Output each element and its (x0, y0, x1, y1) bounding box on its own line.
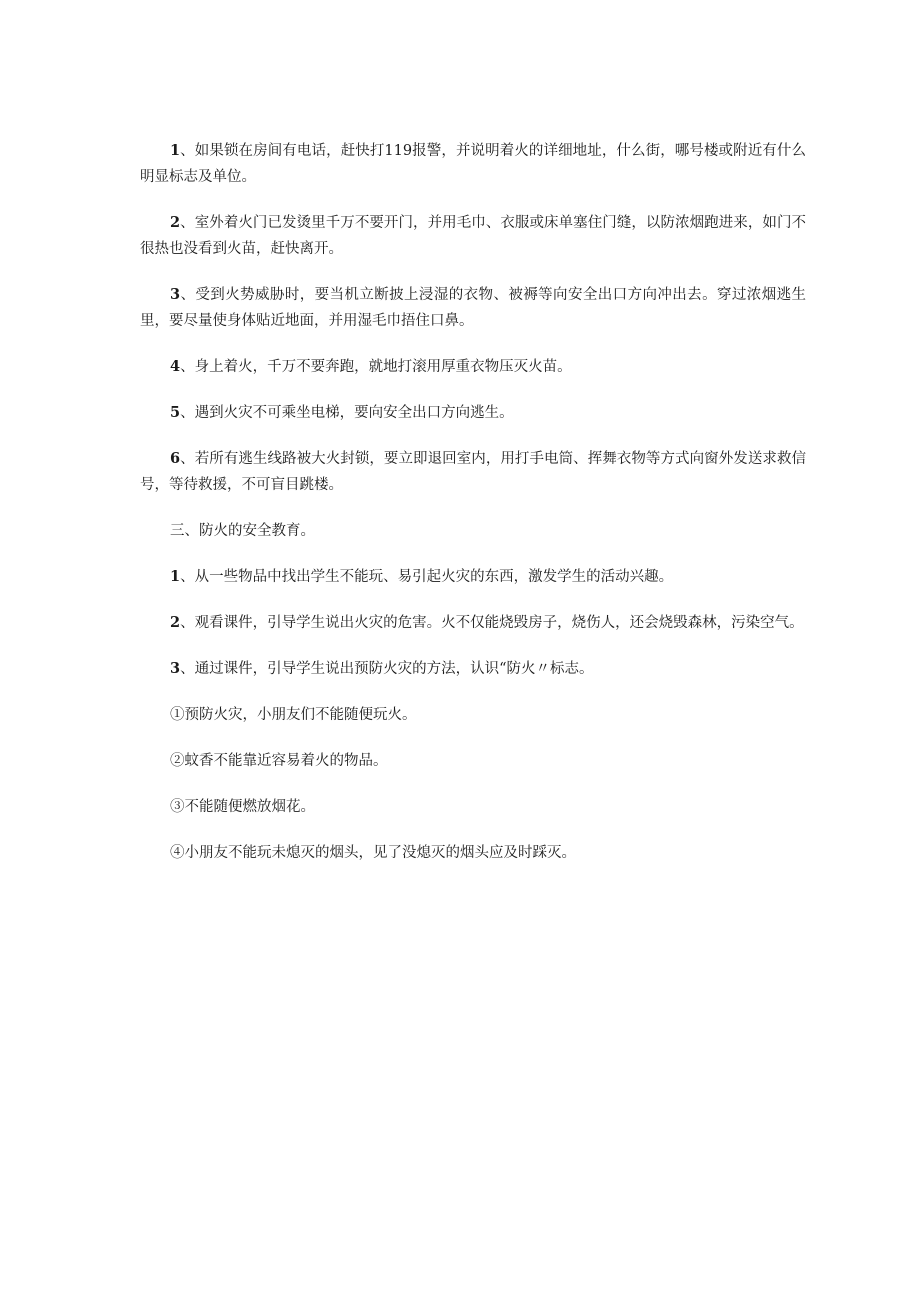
circled-list-item: ②蚊香不能靠近容易着火的物品。 (170, 753, 388, 769)
item-number: 5 (170, 404, 181, 421)
item-text: 、通过课件，引导学生说出预防火灾的方法，认识“防火〃标志。 (180, 661, 594, 677)
list-item (140, 354, 806, 380)
item-text: 、若所有逃生线路被大火封锁，要立即退回室内，用打手电筒、挥舞衣物等方式向窗外发送求救信号，等待救援，不可盲目跳楼。 (140, 451, 806, 493)
circled-list-item: ③不能随便燃放烟花。 (170, 799, 315, 815)
list-item (140, 400, 806, 426)
item-number: 3 (170, 660, 181, 677)
item-text: 、观看课件，引导学生说出火灾的危害。火不仅能烧毁房子，烧伤人，还会烧毁森林，污染空气。 (180, 615, 804, 631)
item-number: 4 (170, 358, 181, 375)
list-item (140, 564, 806, 590)
item-number: 6 (170, 450, 181, 467)
item-number: 2 (170, 214, 181, 231)
list-item (140, 210, 806, 262)
item-text: 、如果锁在房间有电话，赶快打119报警，并说明着火的详细地址，什么街，哪号楼或附近有什么明显标志及单位。 (140, 143, 806, 185)
item-text: 、身上着火，千万不要奔跑，就地打滚用厚重衣物压灭火苗。 (180, 359, 572, 375)
document-body (140, 138, 806, 886)
list-item (140, 656, 806, 682)
item-number: 1 (170, 142, 181, 159)
list-item (140, 138, 806, 190)
item-text: 、受到火势威胁时，要当机立断披上浸湿的衣物、被褥等向安全出口方向冲出去。穿过浓烟逃生里，要尽量使身体贴近地面，并用湿毛巾捂住口鼻。 (140, 287, 806, 329)
list-item (140, 446, 806, 498)
list-item (140, 282, 806, 334)
list-item (140, 610, 806, 636)
circled-list-item: ④小朋友不能玩未熄灭的烟头，见了没熄灭的烟头应及时踩灭。 (170, 845, 576, 861)
item-text: 、室外着火门已发烫里千万不要开门，并用毛巾、衣服或床单塞住门缝，以防浓烟跑进来，如门不很热也没看到火苗，赶快离开。 (140, 215, 806, 257)
item-number: 2 (170, 614, 181, 631)
item-text: 、遇到火灾不可乘坐电梯，要向安全出口方向逃生。 (180, 405, 514, 421)
circled-list-item: ①预防火灾，小朋友们不能随便玩火。 (170, 707, 417, 723)
item-text: 、从一些物品中找出学生不能玩、易引起火灾的东西，激发学生的活动兴趣。 (180, 569, 674, 585)
section-heading: 三、防火的安全教育。 (170, 523, 315, 539)
item-number: 1 (170, 568, 181, 585)
item-number: 3 (170, 286, 181, 303)
